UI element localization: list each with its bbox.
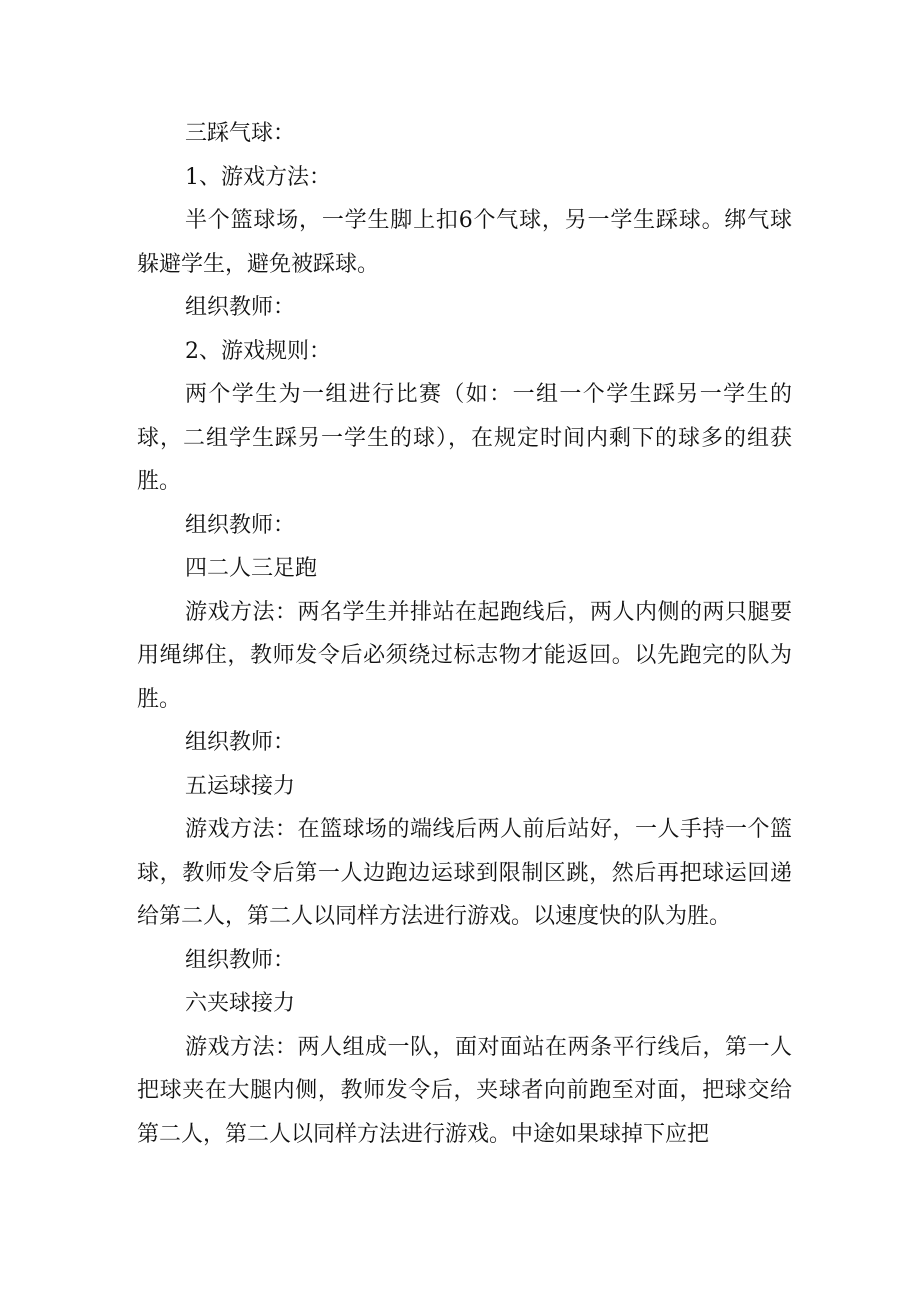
section-title: 五运球接力: [185, 773, 296, 799]
section-title: 四二人三足跑: [185, 556, 318, 581]
body-paragraph: 游戏方法：两名学生并排站在起跑线后，两人内侧的两只腿要用绳绑住，教师发令后必须绕过标志物才能返回。以先跑完的队为胜。: [137, 599, 792, 712]
organizer-label: 组织教师：: [185, 295, 296, 320]
organizer-label: 组织教师：: [185, 730, 296, 755]
subsection-heading: 2、游戏规则：: [185, 338, 331, 364]
section-title: 六夹球接力: [185, 991, 296, 1016]
body-paragraph: 半个篮球场，一学生脚上扣6个气球，另一学生踩球。绑气球躲避学生，避免被踩球。: [137, 208, 792, 277]
section-title: 三踩气球：: [185, 121, 296, 146]
organizer-label: 组织教师：: [185, 947, 296, 973]
subsection-heading: 1、游戏方法：: [185, 164, 331, 190]
body-paragraph: 游戏方法：在篮球场的端线后两人前后站好，一人手持一个篮球，教师发令后第一人边跑边运球到限制区跳，然后再把球运回递给第二人，第二人以同样方法进行游戏。以速度快的队为胜。: [137, 817, 792, 929]
body-paragraph: 两个学生为一组进行比赛（如：一组一个学生踩另一学生的球，二组学生踩另一学生的球），在规定时间内剩下的球多的组获胜。: [137, 382, 792, 494]
body-paragraph: 游戏方法：两人组成一队，面对面站在两条平行线后，第一人把球夹在大腿内侧，教师发令后，夹球者向前跑至对面，把球交给第二人，第二人以同样方法进行游戏。中途如果球掉下应把: [137, 1034, 792, 1147]
organizer-label: 组织教师：: [185, 512, 296, 538]
